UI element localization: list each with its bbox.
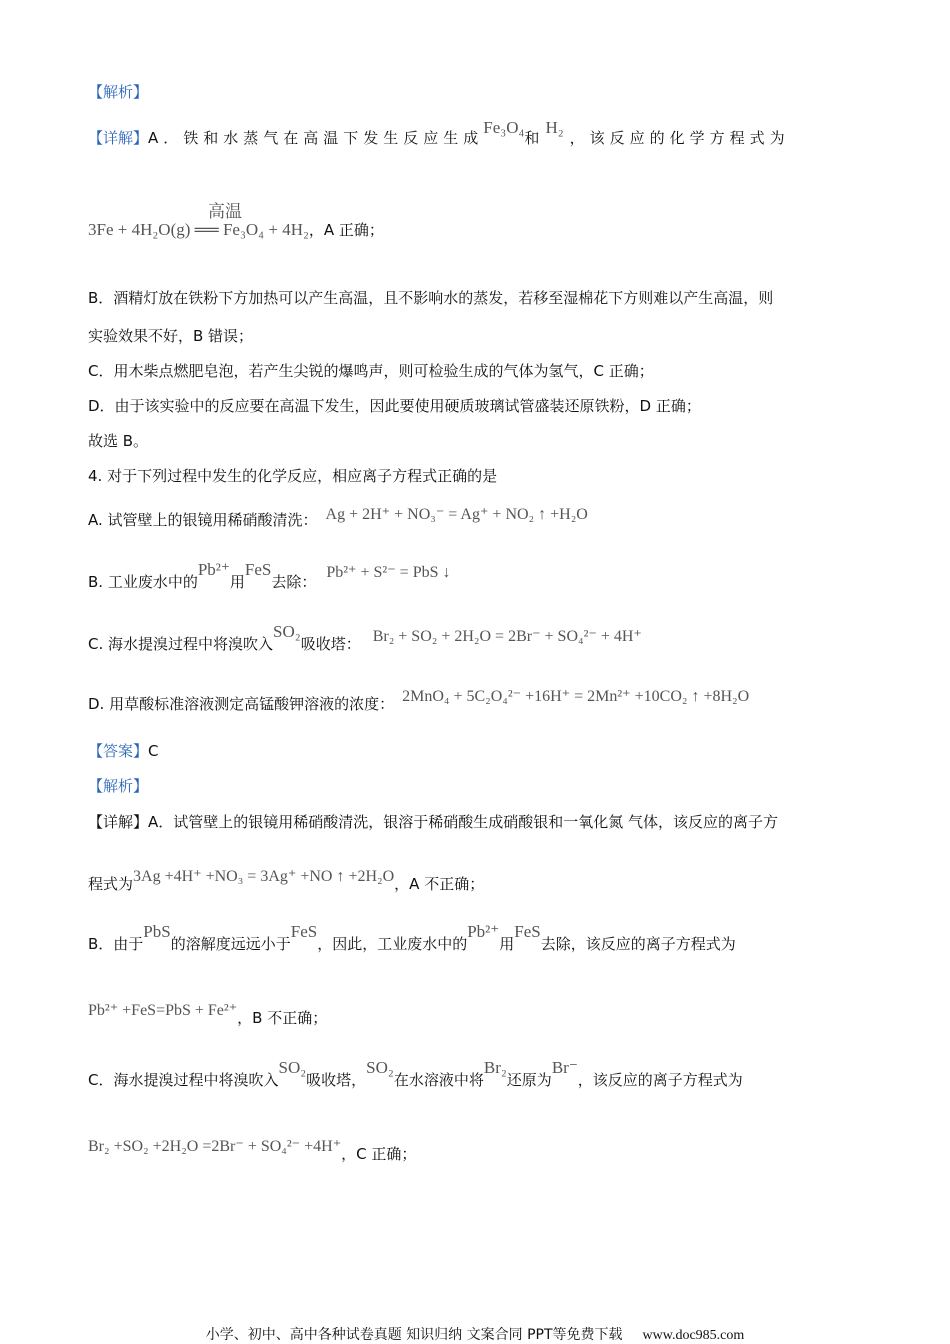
option-c-equation: Br₂ + SO₂ + 2H₂O = 2Br⁻ + SO₄²⁻ + 4H⁺ xyxy=(372,628,642,645)
detail-4c-end: ，C 正确； xyxy=(341,1145,417,1163)
detail-4b-end: ，B 不正确； xyxy=(237,1009,328,1027)
eq-condition: 高温 xyxy=(208,202,242,221)
detail-c-line: C．用木柴点燃肥皂泡，若产生尖锐的爆鸣声，则可检验生成的气体为氢气，C 正确； xyxy=(88,362,654,380)
detail-b-line1: B．酒精灯放在铁粉下方加热可以产生高温，且不影响水的蒸发，若移至湿棉花下方则难以产生高温，则 xyxy=(88,289,774,307)
question-4-stem: 4. 对于下列过程中发生的化学反应，相应离子方程式正确的是 xyxy=(88,467,498,485)
detail-4c-mid2: 在水溶液中将 xyxy=(393,1071,484,1089)
detail-4c-so2: SO₂ xyxy=(278,1058,307,1077)
detail-4a-line1 xyxy=(88,812,778,832)
detail-4b-line2 xyxy=(88,1002,328,1029)
option-b-pre: B. 工业废水中的 xyxy=(88,573,198,591)
answer-value: C xyxy=(148,742,159,760)
analysis-tag-2: 【解析】 xyxy=(88,777,149,795)
detail-4b-pre: B．由于 xyxy=(88,935,144,953)
formula-fe3o4: Fe₃O₄ xyxy=(483,118,525,137)
option-c-so2: SO₂ xyxy=(273,622,301,641)
detail-4c-mid3: 还原为 xyxy=(506,1071,552,1089)
detail-d-line: D．由于该实验中的反应要在高温下发生，因此要使用硬质玻璃试管盛装还原铁粉，D 正确； xyxy=(88,397,701,415)
and-text: 和 xyxy=(524,129,540,147)
answer-tag: 【答案】 xyxy=(88,742,149,760)
detail-a-line xyxy=(88,118,790,148)
detail-4c-mid: 吸收塔， xyxy=(306,1071,367,1089)
detail-4b-post: 去除，该反应的离子方程式为 xyxy=(540,935,736,953)
detail-4c-br: Br⁻ xyxy=(551,1058,578,1077)
formula-h2: H₂ xyxy=(545,118,564,137)
detail-4b-pb: Pb²⁺ xyxy=(467,922,500,941)
option-a-equation: Ag + 2H⁺ + NO₃⁻ = Ag⁺ + NO₂ ↑ +H₂O xyxy=(325,506,588,523)
option-c-post: 吸收塔： xyxy=(300,635,361,653)
conclusion-line: 故选 B。 xyxy=(88,432,149,450)
option-b-pb: Pb²⁺ xyxy=(197,560,230,579)
analysis-tag: 【解析】 xyxy=(88,83,149,101)
option-d xyxy=(88,688,750,715)
detail-4b-mid2: ，因此，工业废水中的 xyxy=(317,935,468,953)
option-b-equation: Pb²⁺ + S²⁻ = PbS ↓ xyxy=(326,564,451,581)
detail-4b-pbs: PbS xyxy=(143,922,171,941)
option-b-use: 用 xyxy=(229,573,245,591)
detail-4a-equation: 3Ag +4H⁺ +NO₃ = 3Ag⁺ +NO ↑ +2H₂O xyxy=(133,868,395,885)
footer-text: 小学、初中、高中各种试卷真题 知识归纳 文案合同 PPT等免费下载 xyxy=(205,1327,623,1343)
detail-b-line2: 实验效果不好，B 错误； xyxy=(88,327,254,345)
detail-4a-post: ，A 不正确； xyxy=(394,875,485,893)
detail-4b-line1 xyxy=(88,922,736,954)
detail-tag-2: 【详解】 xyxy=(88,813,149,831)
detail-4b-mid: 的溶解度远远小于 xyxy=(170,935,291,953)
detail-4c-so2b: SO₂ xyxy=(366,1058,394,1077)
detail-4a-pre: 程式为 xyxy=(88,875,134,893)
detail-4b-fes2: FeS xyxy=(514,922,541,941)
equation-a: 3Fe + 4H₂O(g) ══ Fe₃O₄ + 4H₂ xyxy=(88,220,309,239)
option-d-text: D. 用草酸标准溶液测定高锰酸钾溶液的浓度： xyxy=(88,695,395,713)
detail-4c-pre: C．海水提溴过程中将溴吹入 xyxy=(88,1071,279,1089)
detail-4b-use: 用 xyxy=(499,935,515,953)
detail-a-post: ，该反应的化学方程式为 xyxy=(569,129,790,147)
detail-4c-line1 xyxy=(88,1058,743,1090)
detail-4c-equation: Br₂ +SO₂ +2H₂O =2Br⁻ + SO₄²⁻ +4H⁺ xyxy=(88,1138,342,1155)
detail-4b-fes: FeS xyxy=(290,922,318,941)
detail-4c-line2 xyxy=(88,1138,417,1165)
detail-4b-equation: Pb²⁺ +FeS=PbS + Fe²⁺ xyxy=(88,1002,238,1019)
page-footer xyxy=(0,1324,950,1344)
option-c-pre: C. 海水提溴过程中将溴吹入 xyxy=(88,635,274,653)
detail-tag: 【详解】 xyxy=(88,129,149,147)
footer-site-link[interactable]: www.doc985.com xyxy=(642,1328,745,1343)
detail-4c-br2: Br₂ xyxy=(483,1058,507,1077)
option-c xyxy=(88,622,642,655)
option-b-post: 去除： xyxy=(271,573,317,591)
detail-a-text: A．铁和水蒸气在高温下发生反应生成 xyxy=(148,129,484,147)
option-a xyxy=(88,506,588,531)
option-b-fes: FeS xyxy=(244,560,272,579)
option-a-text: A. 试管壁上的银镜用稀硝酸清洗： xyxy=(88,511,318,529)
detail-4a-text: A．试管壁上的银镜用稀硝酸清洗，银溶于稀硝酸生成硝酸银和一氧化氮 气体，该反应的离子方 xyxy=(148,813,779,831)
equation-a-line xyxy=(88,220,384,240)
answer-line xyxy=(88,741,159,761)
detail-4a-line2 xyxy=(88,868,485,895)
equation-a-end: ，A 正确； xyxy=(308,221,384,239)
option-d-equation: 2MnO₄ + 5C₂O₄²⁻ +16H⁺ = 2Mn²⁺ +10CO₂ ↑ +8H₂O xyxy=(402,688,750,705)
detail-4c-post: ，该反应的离子方程式为 xyxy=(577,1071,743,1089)
option-b xyxy=(88,560,451,593)
